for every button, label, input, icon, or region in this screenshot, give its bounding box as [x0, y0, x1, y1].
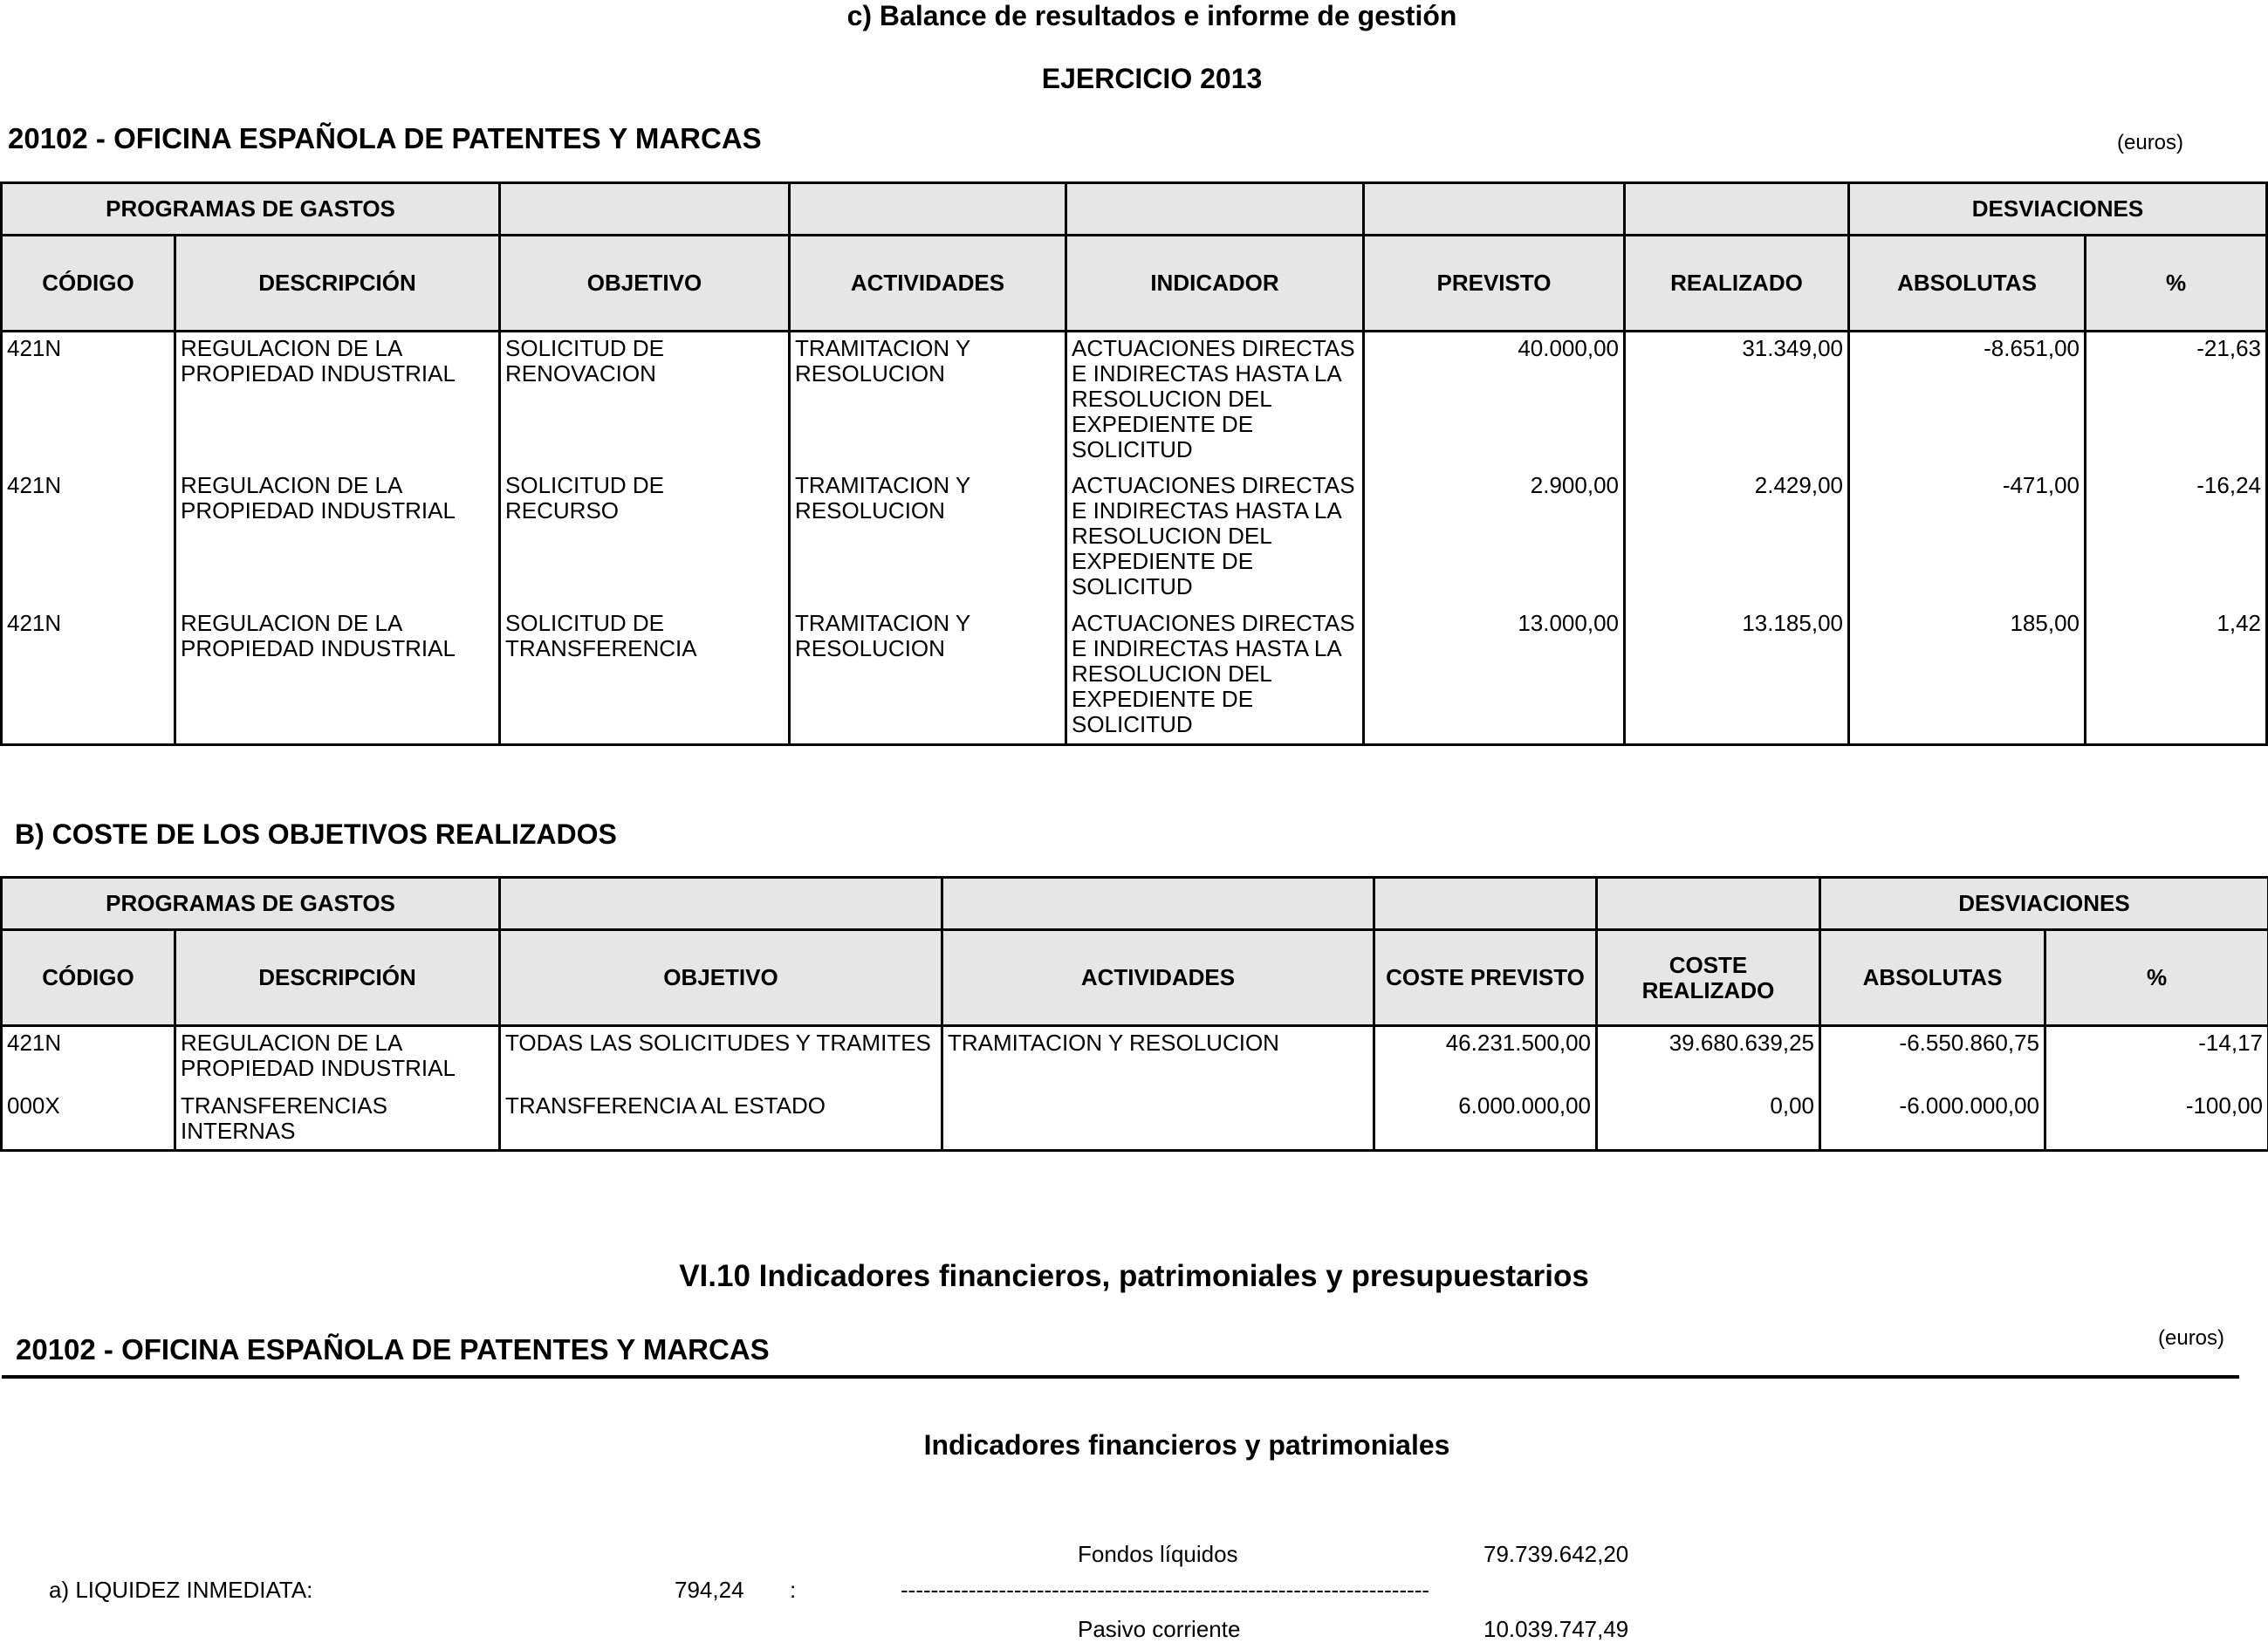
indicators-table — [0, 181, 2268, 746]
col-pct: % — [2086, 236, 2267, 332]
cell-indicador: ACTUACIONES DIRECTAS E INDIRECTAS HASTA LA RESOLUCION DEL EXPEDIENTE DE SOLICITUD — [1066, 332, 1364, 469]
col-actividades: ACTIVIDADES — [790, 236, 1066, 332]
table-row — [2, 1090, 2268, 1151]
section-vi-title: VI.10 Indicadores financieros, patrimoniales y presupuestarios — [0, 1259, 2268, 1294]
cell-objetivo: SOLICITUD DE RENOVACION — [500, 332, 790, 469]
col-actividades: ACTIVIDADES — [942, 930, 1374, 1026]
ratio-label: a) LIQUIDEZ INMEDIATA: — [49, 1577, 312, 1604]
cell-objetivo: TRANSFERENCIA AL ESTADO — [500, 1090, 942, 1151]
organization-name-2: 20102 - OFICINA ESPAÑOLA DE PATENTES Y MARCAS — [16, 1333, 770, 1366]
column-header-row — [2, 930, 2268, 1026]
group-programas: PROGRAMAS DE GASTOS — [2, 183, 500, 236]
group-programas: PROGRAMAS DE GASTOS — [2, 878, 500, 930]
cell-codigo: 421N — [2, 607, 175, 745]
units-label-2: (euros) — [2158, 1326, 2224, 1351]
units-label: (euros) — [2117, 131, 2183, 155]
ratio-numerator-label: Fondos líquidos — [1078, 1541, 1238, 1568]
cell-absolutas: -6.550.860,75 — [1820, 1026, 2045, 1090]
cell-pct: -16,24 — [2086, 469, 2267, 607]
cell-descripcion: TRANSFERENCIAS INTERNAS — [175, 1090, 500, 1151]
cell-actividades: TRAMITACION Y RESOLUCION — [942, 1026, 1374, 1090]
cell-descripcion: REGULACION DE LA PROPIEDAD INDUSTRIAL — [175, 469, 500, 607]
col-absolutas: ABSOLUTAS — [1849, 236, 2086, 332]
cell-objetivo: TODAS LAS SOLICITUDES Y TRAMITES — [500, 1026, 942, 1090]
cell-actividades: TRAMITACION Y RESOLUCION — [790, 607, 1066, 745]
ratio-divider: ---------------------------------------------------------------------- — [901, 1577, 1429, 1604]
cell-previsto: 13.000,00 — [1364, 607, 1625, 745]
cell-indicador: ACTUACIONES DIRECTAS E INDIRECTAS HASTA LA RESOLUCION DEL EXPEDIENTE DE SOLICITUD — [1066, 469, 1364, 607]
col-pct: % — [2045, 930, 2268, 1026]
col-previsto: PREVISTO — [1364, 236, 1625, 332]
cell-codigo: 421N — [2, 469, 175, 607]
cell-descripcion: REGULACION DE LA PROPIEDAD INDUSTRIAL — [175, 1026, 500, 1090]
cell-pct: 1,42 — [2086, 607, 2267, 745]
ratio-value: 794,24 — [675, 1577, 744, 1604]
cell-objetivo: SOLICITUD DE RECURSO — [500, 469, 790, 607]
cell-absolutas: -8.651,00 — [1849, 332, 2086, 469]
cell-pct: -21,63 — [2086, 332, 2267, 469]
cell-previsto: 40.000,00 — [1364, 332, 1625, 469]
group-header-row — [2, 183, 2267, 236]
group-header-row — [2, 878, 2268, 930]
cell-indicador: ACTUACIONES DIRECTAS E INDIRECTAS HASTA LA RESOLUCION DEL EXPEDIENTE DE SOLICITUD — [1066, 607, 1364, 745]
table-row — [2, 332, 2267, 469]
cell-actividades: TRAMITACION Y RESOLUCION — [790, 332, 1066, 469]
ratio-denominator-label: Pasivo corriente — [1078, 1616, 1240, 1643]
col-objetivo: OBJETIVO — [500, 930, 942, 1026]
cell-previsto: 46.231.500,00 — [1374, 1026, 1597, 1090]
ratio-colon: : — [790, 1577, 796, 1604]
cell-objetivo: SOLICITUD DE TRANSFERENCIA — [500, 607, 790, 745]
col-descripcion: DESCRIPCIÓN — [175, 930, 500, 1026]
col-descripcion: DESCRIPCIÓN — [175, 236, 500, 332]
subsection-title: Indicadores financieros y patrimoniales — [0, 1429, 2268, 1462]
cell-realizado: 0,00 — [1597, 1090, 1820, 1151]
group-desviaciones: DESVIACIONES — [1820, 878, 2268, 930]
table-row — [2, 607, 2267, 745]
cell-absolutas: 185,00 — [1849, 607, 2086, 745]
table-row — [2, 1026, 2268, 1090]
section-divider — [2, 1375, 2239, 1379]
cell-absolutas: -6.000.000,00 — [1820, 1090, 2045, 1151]
col-codigo: CÓDIGO — [2, 236, 175, 332]
ratio-denominator-value: 10.039.747,49 — [1483, 1616, 1628, 1643]
col-absolutas: ABSOLUTAS — [1820, 930, 2045, 1026]
cell-codigo: 421N — [2, 1026, 175, 1090]
cell-previsto: 2.900,00 — [1364, 469, 1625, 607]
col-coste-previsto: COSTE PREVISTO — [1374, 930, 1597, 1026]
cell-codigo: 421N — [2, 332, 175, 469]
column-header-row — [2, 236, 2267, 332]
col-realizado: REALIZADO — [1625, 236, 1849, 332]
cost-table — [0, 876, 2268, 1152]
cell-actividades: TRAMITACION Y RESOLUCION — [790, 469, 1066, 607]
cell-realizado: 39.680.639,25 — [1597, 1026, 1820, 1090]
cell-realizado: 13.185,00 — [1625, 607, 1849, 745]
cell-pct: -14,17 — [2045, 1026, 2268, 1090]
cell-previsto: 6.000.000,00 — [1374, 1090, 1597, 1151]
report-title: c) Balance de resultados e informe de gestión — [0, 0, 2268, 32]
section-b-title: B) COSTE DE LOS OBJETIVOS REALIZADOS — [15, 818, 617, 851]
cell-descripcion: REGULACION DE LA PROPIEDAD INDUSTRIAL — [175, 332, 500, 469]
cell-realizado: 2.429,00 — [1625, 469, 1849, 607]
fiscal-year: EJERCICIO 2013 — [0, 63, 2268, 95]
col-indicador: INDICADOR — [1066, 236, 1364, 332]
ratio-numerator-value: 79.739.642,20 — [1483, 1541, 1628, 1568]
cell-actividades — [942, 1090, 1374, 1151]
organization-name: 20102 - OFICINA ESPAÑOLA DE PATENTES Y MARCAS — [8, 122, 762, 155]
cell-descripcion: REGULACION DE LA PROPIEDAD INDUSTRIAL — [175, 607, 500, 745]
cell-pct: -100,00 — [2045, 1090, 2268, 1151]
group-desviaciones: DESVIACIONES — [1849, 183, 2267, 236]
cell-codigo: 000X — [2, 1090, 175, 1151]
col-coste-realizado: COSTE REALIZADO — [1597, 930, 1820, 1026]
col-codigo: CÓDIGO — [2, 930, 175, 1026]
cell-realizado: 31.349,00 — [1625, 332, 1849, 469]
col-objetivo: OBJETIVO — [500, 236, 790, 332]
cell-absolutas: -471,00 — [1849, 469, 2086, 607]
table-row — [2, 469, 2267, 607]
